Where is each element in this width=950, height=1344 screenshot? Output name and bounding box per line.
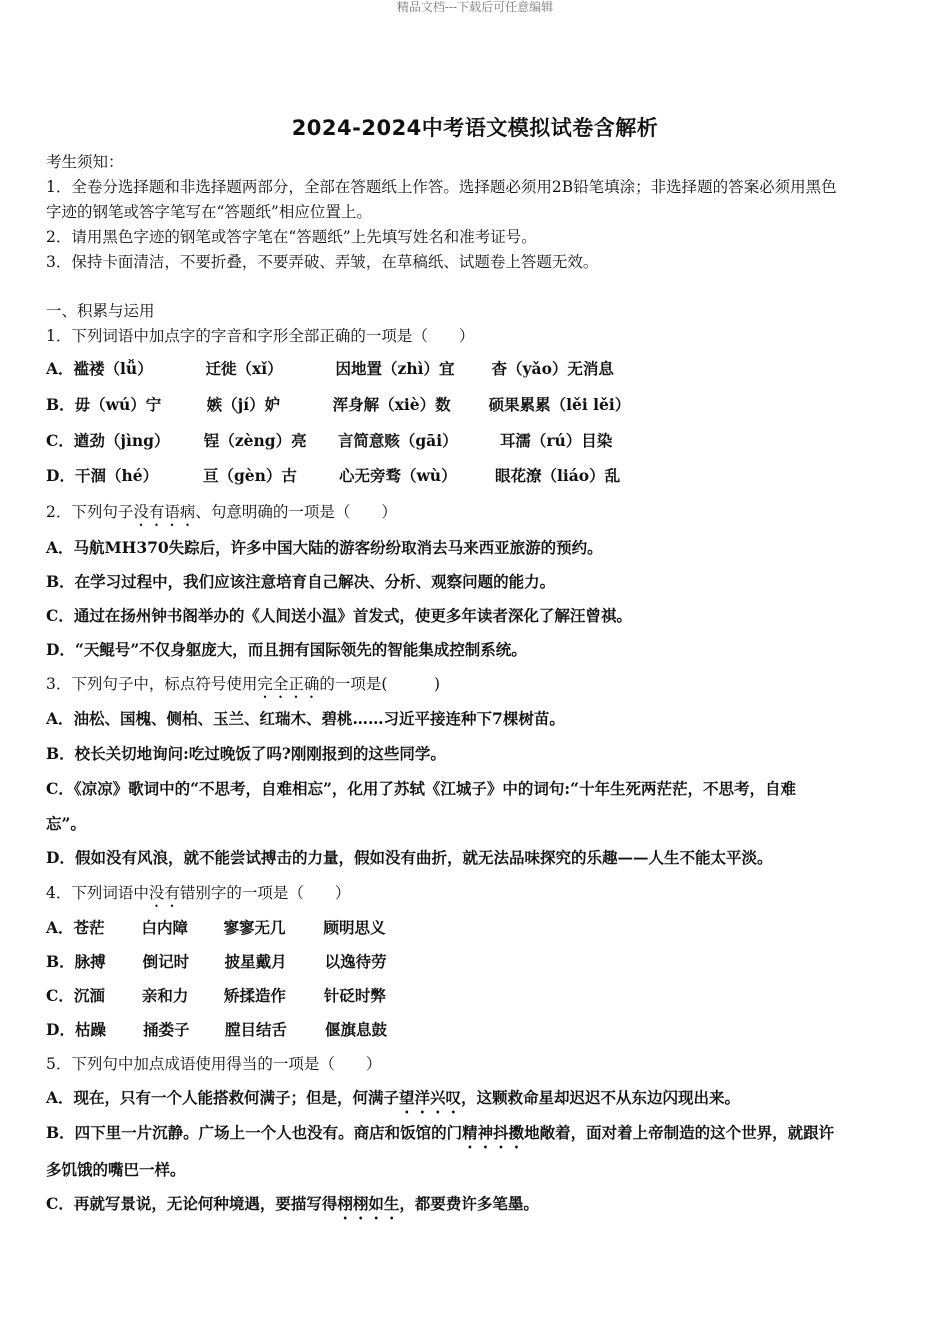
question-2-option-c: C．通过在扬州钟书阁举办的《人间送小温》首发式，使更多年读者深化了解汪曾祺。 (46, 606, 632, 625)
question-3-option-d: D．假如没有风浪，就不能尝试搏击的力量，假如没有曲折，就无法品味探究的乐趣——人生不能太平淡。 (46, 848, 773, 867)
question-5-stem: 5．下列句中加点成语使用得当的一项是（ ） (46, 1055, 382, 1073)
notice-item-1: 1．全卷分选择题和非选择题两部分，全部在答题纸上作答。选择题必须用2B铅笔填涂；非选择题的答案必须用黑色 (46, 178, 837, 196)
question-2-option-b: B．在学习过程中，我们应该注意培育自己解决、分析、观察问题的能力。 (46, 572, 556, 591)
question-4-option-d: D．枯躁 捅娄子 膛目结舌 偃旗息鼓 (46, 1020, 387, 1039)
question-1-option-d: D．干涸（hé） 亘（gèn）古 心无旁骛（wù） 眼花潦（liáo）乱 (46, 466, 621, 485)
notice-heading: 考生须知： (46, 153, 124, 171)
question-4-stem: 4．下列词语中没有错别字的一项是（ ） (46, 884, 351, 902)
question-5-option-c: C．再就写景说，无论何种境遇，要描写得栩栩如生，都要费许多笔墨。 (46, 1194, 539, 1213)
question-5-option-a: A．现在，只有一个人能搭救何满子；但是，何满子望洋兴叹，这颗救命星却迟迟不从东边闪现出来。 (46, 1088, 741, 1107)
question-3-option-c-cont: 忘”。 (46, 814, 86, 833)
question-2-option-d: D．“天鲲号”不仅身躯庞大，而且拥有国际领先的智能集成控制系统。 (46, 640, 527, 659)
question-2-stem: 2．下列句子没有语病、句意明确的一项是（ ） (46, 503, 397, 521)
question-1-option-a: A．褴褛（lǚ） 迁徙（xǐ） 因地置（zhì）宜 杳（yǎo）无消息 (46, 359, 614, 378)
question-3-option-b: B．校长关切地询问:吃过晚饭了吗?刚刚报到的这些同学。 (46, 744, 446, 763)
document-title: 2024-2024中考语文模拟试卷含解析 (291, 116, 659, 140)
question-2-option-a: A．马航MH370失踪后，许多中国大陆的游客纷纷取消去马来西亚旅游的预约。 (46, 538, 603, 557)
question-3-option-a: A．油松、国槐、侧柏、玉兰、红瑞木、碧桃……习近平接连种下7棵树苗。 (46, 709, 565, 728)
question-1-option-c: C．遒劲（jìng） 锃（zèng）亮 言简意赅（gāi） 耳濡（rú）目染 (46, 431, 613, 450)
question-3-stem: 3．下列句子中，标点符号使用完全正确的一项是( ) (46, 675, 440, 693)
notice-item-3: 3．保持卡面清洁，不要折叠，不要弄破、弄皱，在草稿纸、试题卷上答题无效。 (46, 253, 599, 271)
question-4-option-c: C．沉湎 亲和力 矫揉造作 针砭时弊 (46, 986, 386, 1005)
question-3-option-c: C．《凉凉》歌词中的“不思考，自难相忘”，化用了苏轼《江城子》中的词句:“十年生死两茫茫，不思考，自难 (46, 779, 797, 798)
notice-item-1-cont: 字迹的钢笔或答字笔写在“答题纸”相应位置上。 (46, 203, 372, 221)
section-heading: 一、积累与运用 (46, 302, 155, 320)
question-5-option-b: B．四下里一片沉静。广场上一个人也没有。商店和饭馆的门精神抖擞地敞着，面对着上帝制造的这个世界，就跟许 (46, 1123, 835, 1142)
question-5-option-b-cont: 多饥饿的嘴巴一样。 (46, 1160, 186, 1179)
question-1-stem: 1．下列词语中加点字的字音和字形全部正确的一项是（ ） (46, 327, 475, 345)
question-4-option-a: A．苍茫 白内障 寥寥无几 顾明思义 (46, 918, 386, 937)
page-header: 精品文档---下载后可任意编辑 (396, 0, 554, 14)
question-4-option-b: B．脉搏 倒记时 披星戴月 以逸待劳 (46, 952, 387, 971)
notice-item-2: 2．请用黑色字迹的钢笔或答字笔在“答题纸”上先填写姓名和准考证号。 (46, 228, 537, 246)
question-1-option-b: B．毋（wú）宁 嫉（jí）妒 浑身解（xiè）数 硕果累累（lěi lěi） (46, 395, 631, 414)
